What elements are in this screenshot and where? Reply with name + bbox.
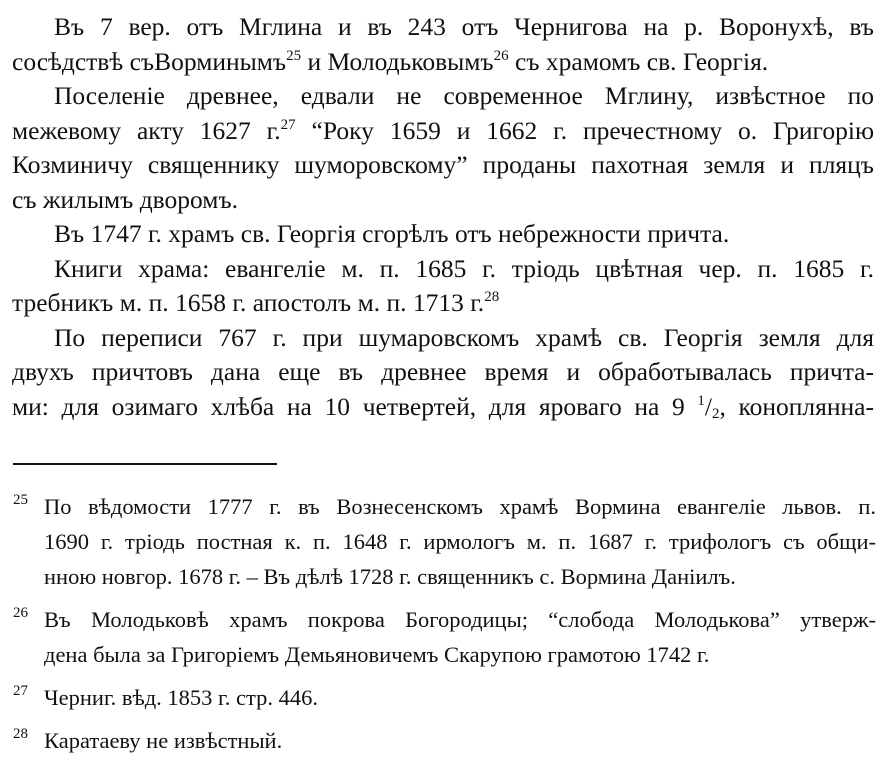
- footnote-27: [13, 680, 876, 715]
- footnote-28: [13, 723, 876, 758]
- footnotes: [13, 489, 876, 766]
- footnote-line: Въ Молодьковѣ храмъ покрова Богородицы; “слобода Молодькова” утверж-: [44, 607, 876, 632]
- paragraph-5-line-1: По переписи 767 г. при шумаровскомъ храмѣ св. Георгія земля для: [54, 322, 874, 352]
- footnote-separator-rule: [13, 463, 277, 465]
- paragraph-5-line-2: двухъ причтовъ дана еще въ древнее время и обработывалась причта-: [12, 357, 874, 386]
- footnote-line: Черниг. вѣд. 1853 г. стр. 446.: [44, 685, 318, 710]
- paragraph-2-line-3: Козминичу священнику шуморовскому” проданы пахотная земля и пляцъ: [12, 150, 874, 179]
- paragraph-2-line-2: межевому акту 1627 г.$^{27}$ “Року 1659 и 1662 г. пречестному о. Григорію: [12, 115, 874, 145]
- footnote-line: нною новгор. 1678 г. – Въ дѣлѣ 1728 г. священникъ с. Вормина Даніилъ.: [44, 564, 736, 589]
- footnote-25: [13, 489, 876, 594]
- footnote-number: 28: [13, 726, 28, 742]
- main-text: [12, 10, 874, 424]
- footnote-ref-27: 27: [280, 116, 296, 133]
- footnote-26: [13, 602, 876, 672]
- footnote-ref-26: 26: [493, 47, 509, 64]
- paragraph-4-line-2: требникъ м. п. 1658 г. апостолъ м. п. 1713 г.$^{28}$: [12, 288, 500, 317]
- footnote-number: 27: [13, 683, 28, 699]
- paragraph-3-line-1: Въ 1747 г. храмъ св. Георгія сгорѣлъ отъ небрежности причта.: [54, 219, 730, 248]
- footnote-line: По вѣдомости 1777 г. въ Вознесенскомъ храмѣ Вормина евангеліе львов. п.: [44, 494, 876, 519]
- footnote-number: 26: [13, 605, 28, 621]
- footnote-line: 1690 г. тріодь постная к. п. 1648 г. ирмологъ м. п. 1687 г. трифологъ съ общи-: [44, 529, 876, 554]
- fraction-one-half: $^1/_2$: [697, 391, 720, 422]
- footnote-line: Каратаеву не извѣстный.: [44, 728, 283, 753]
- footnote-ref-28: 28: [484, 289, 500, 305]
- paragraph-2-line-1: Поселеніе древнее, едвали не современное Мглину, извѣстное по: [54, 81, 874, 110]
- paragraph-1-line-1: Въ 7 вер. отъ Мглина и въ 243 отъ Чернигова на р. Воронухѣ, въ: [54, 12, 874, 41]
- footnote-line: дена была за Григоріемъ Демьяновичемъ Скарупою грамотою 1742 г.: [44, 642, 710, 667]
- paragraph-1-line-2: сосѣдствѣ съВорминымъ$^{25}$ и Молодьковымъ$^{26}$ съ храмомъ св. Георгія.: [12, 46, 769, 76]
- paragraph-2-line-4: съ жилымъ дворомъ.: [12, 184, 239, 214]
- footnote-number: 25: [13, 492, 28, 508]
- footnote-ref-25: 25: [286, 47, 302, 64]
- paragraph-4-line-1: Книги храма: евангеліе м. п. 1685 г. тріодь цвѣтная чер. п. 1685 г.: [54, 253, 874, 283]
- paragraph-5-line-3: ми: для озимаго хлѣба на 10 четвертей, для яроваго на 9 $^1/_2$, коноплянна-: [12, 391, 874, 422]
